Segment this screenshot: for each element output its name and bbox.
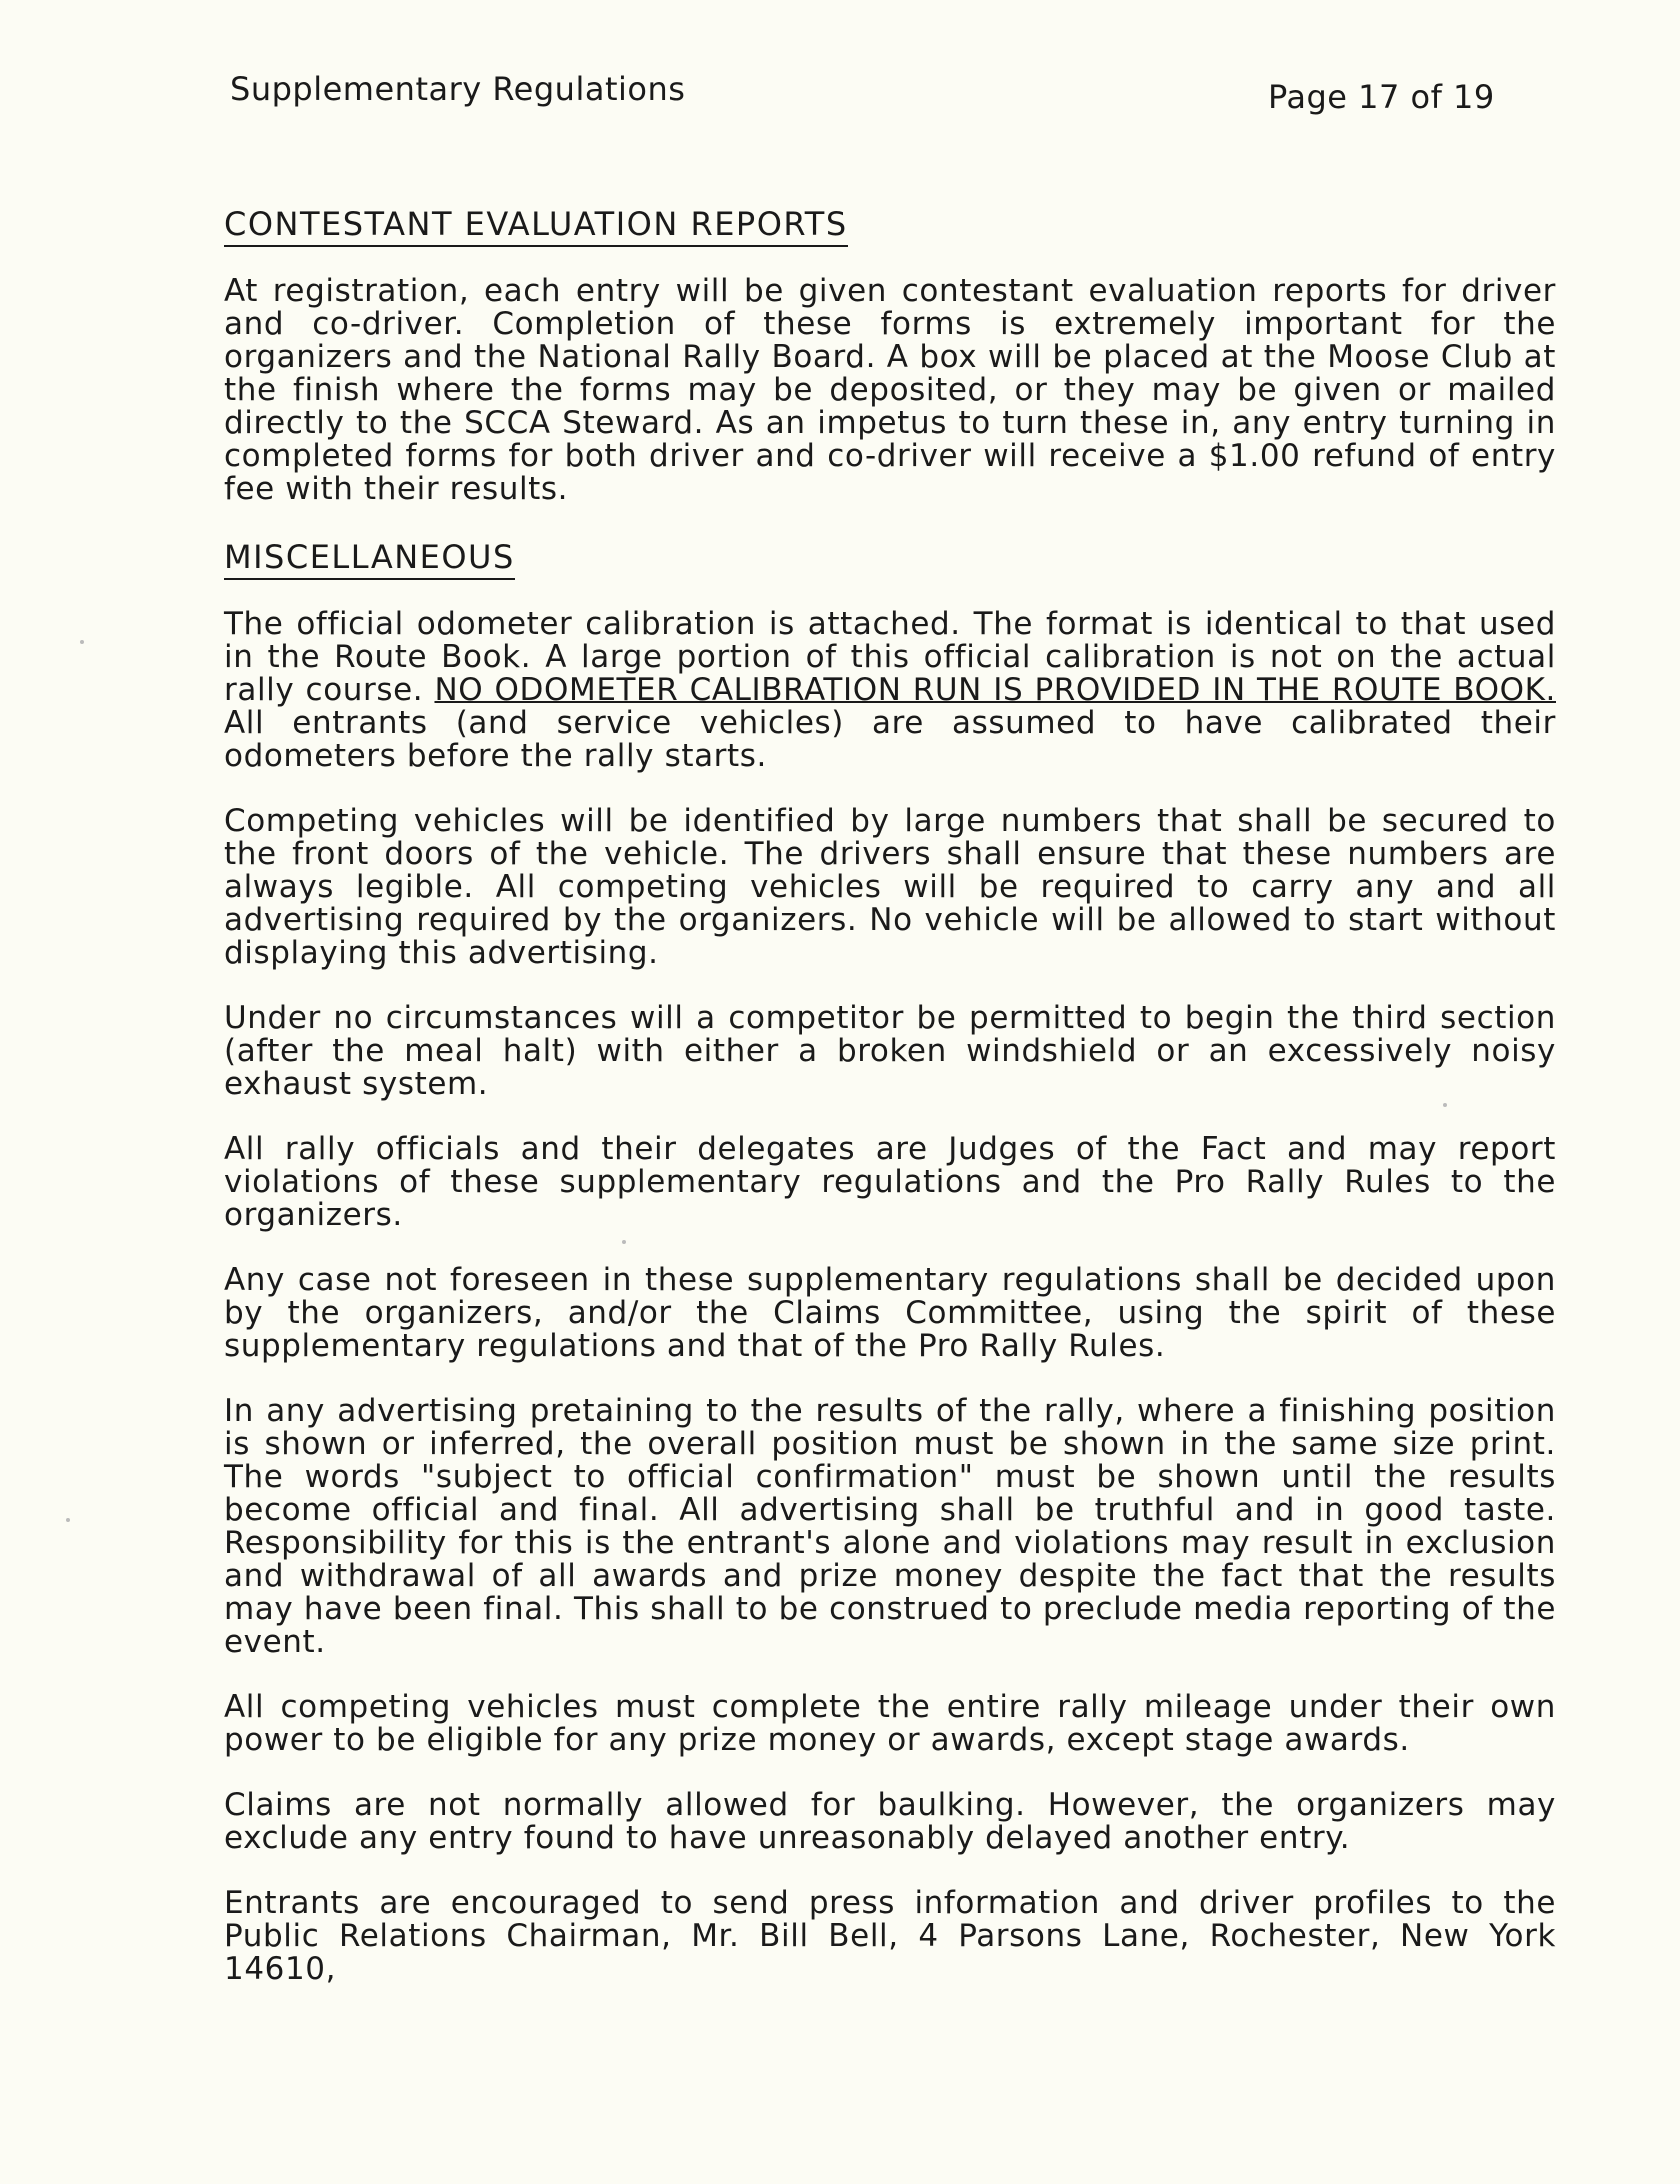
- paragraph: Any case not foreseen in these supplementary regulations shall be decided upon by the organizers, and/or the Claims Committee, using the spirit of these supplementary regulations and that of the Pro Rally Rules.: [224, 1262, 1556, 1364]
- paragraph: All competing vehicles must complete the entire rally mileage under their own power to be eligible for any prize money or awards, except stage awards.: [224, 1689, 1556, 1758]
- scan-speck: [1443, 1103, 1447, 1107]
- section-miscellaneous: [224, 538, 1556, 1986]
- paragraph: In any advertising pretaining to the results of the rally, where a finishing position is shown or inferred, the overall position must be shown in the same size print. The words "subject to official confirmation" must be shown until the results become official and final. All advertising shall be truthful and in good taste. Responsibility for this is the entrant's alone and violations may result in exclusion and withdrawal of all awards and prize money despite the fact that the results may have been final. This shall to be construed to preclude media reporting of the event.: [224, 1393, 1556, 1660]
- paragraph-text: The official odometer calibration is attached. The format is identical to that used in the Route Book. A large portion of this official calibration is not on the actual rally course.: [224, 606, 1556, 708]
- paragraph: Competing vehicles will be identified by large numbers that shall be secured to the front doors of the vehicle. The drivers shall ensure that these numbers are always legible. All competing vehicles will be required to carry any and all advertising required by the organizers. No vehicle will be allowed to start without displaying this advertising.: [224, 803, 1556, 971]
- section-contestant-evaluation: [224, 205, 1556, 506]
- scan-speck: [622, 1240, 626, 1244]
- document-title: Supplementary Regulations: [230, 70, 686, 108]
- scan-speck: [80, 640, 84, 644]
- paragraph: Claims are not normally allowed for baulking. However, the organizers may exclude any entry found to have unreasonably delayed another entry.: [224, 1787, 1556, 1856]
- document-body: [224, 205, 1556, 2018]
- paragraph-odometer: [224, 608, 1556, 773]
- paragraph-text: All entrants (and service vehicles) are assumed to have calibrated their odometers before the rally starts.: [224, 705, 1556, 774]
- paragraph: Entrants are encouraged to send press information and driver profiles to the Public Relations Chairman, Mr. Bill Bell, 4 Parsons Lane, Rochester, New York 14610,: [224, 1885, 1556, 1987]
- underlined-notice: NO ODOMETER CALIBRATION RUN IS PROVIDED IN THE ROUTE BOOK.: [434, 672, 1556, 708]
- paragraph: Under no circumstances will a competitor be permitted to begin the third section (after the meal halt) with either a broken windshield or an excessively noisy exhaust system.: [224, 1000, 1556, 1102]
- section-heading: CONTESTANT EVALUATION REPORTS: [224, 205, 848, 247]
- section-heading: MISCELLANEOUS: [224, 538, 515, 580]
- paragraph: All rally officials and their delegates are Judges of the Fact and may report violations of these supplementary regulations and the Pro Rally Rules to the organizers.: [224, 1131, 1556, 1233]
- paragraph: At registration, each entry will be given contestant evaluation reports for driver and co-driver. Completion of these forms is extremely important for the organizers and the National Rally Board. A box will be placed at the Moose Club at the finish where the forms may be deposited, or they may be given or mailed directly to the SCCA Steward. As an impetus to turn these in, any entry turning in completed forms for both driver and co-driver will receive a $1.00 refund of entry fee with their results.: [224, 273, 1556, 507]
- page-number: Page 17 of 19: [1268, 78, 1495, 116]
- scan-speck: [66, 1518, 70, 1522]
